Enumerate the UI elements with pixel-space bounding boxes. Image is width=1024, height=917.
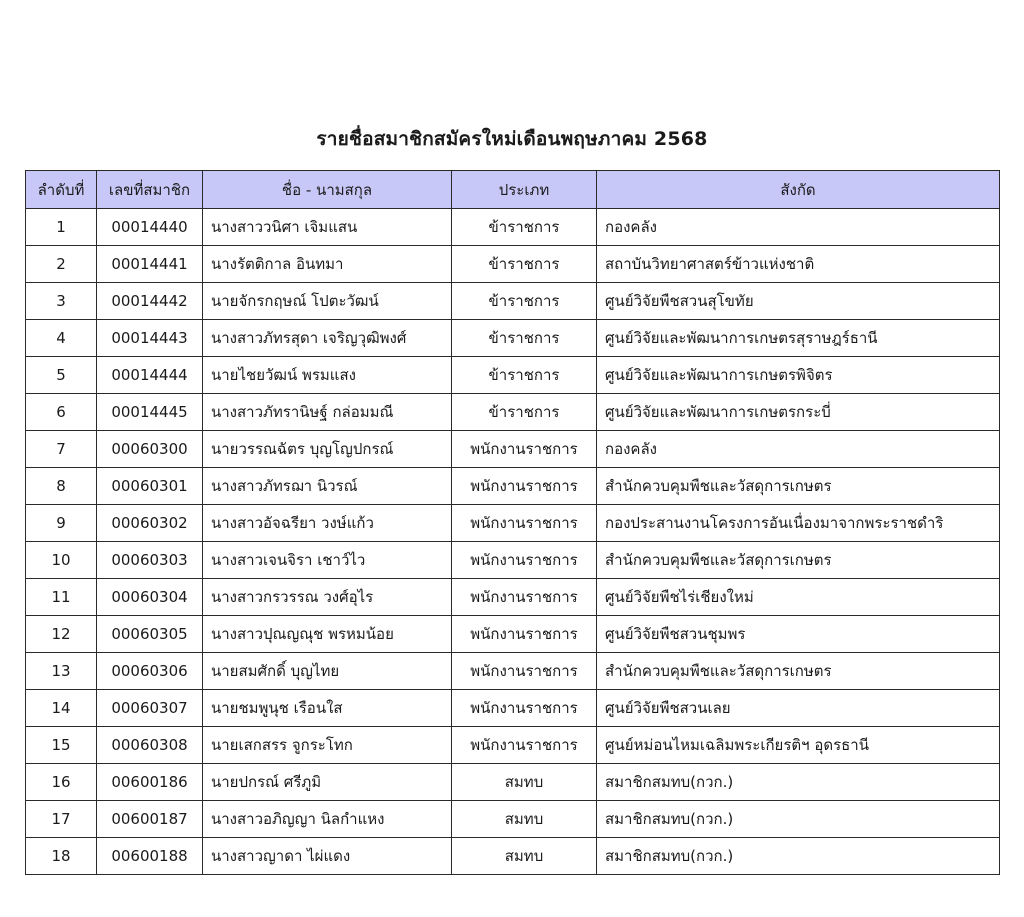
row-number-cell: 5	[26, 357, 97, 394]
member-type-cell: สมทบ	[452, 801, 597, 838]
member-type-cell: ข้าราชการ	[452, 357, 597, 394]
row-number-cell: 13	[26, 653, 97, 690]
row-number-cell: 14	[26, 690, 97, 727]
member-type-cell: ข้าราชการ	[452, 320, 597, 357]
member-affiliation-cell: ศูนย์วิจัยและพัฒนาการเกษตรกระบี่	[597, 394, 1000, 431]
row-number-cell: 9	[26, 505, 97, 542]
page-title: รายชื่อสมาชิกสมัครใหม่เดือนพฤษภาคม 2568	[316, 128, 708, 150]
member-id-cell: 00014443	[97, 320, 203, 357]
table-row	[26, 801, 1000, 838]
member-type-cell: สมทบ	[452, 764, 597, 801]
member-id-cell: 00014442	[97, 283, 203, 320]
member-name-cell: นายจักรกฤษณ์ โปตะวัฒน์	[203, 283, 452, 320]
table-row	[26, 653, 1000, 690]
table-row	[26, 579, 1000, 616]
member-affiliation-cell: สำนักควบคุมพืชและวัสดุการเกษตร	[597, 653, 1000, 690]
member-id-cell: 00600186	[97, 764, 203, 801]
member-affiliation-cell: สำนักควบคุมพืชและวัสดุการเกษตร	[597, 542, 1000, 579]
table-row	[26, 727, 1000, 764]
member-affiliation-cell: สมาชิกสมทบ(กวก.)	[597, 838, 1000, 875]
table-row	[26, 468, 1000, 505]
member-name-cell: นางสาวภัทรานิษฐ์ กล่อมมณี	[203, 394, 452, 431]
column-header-name: ชื่อ - นามสกุล	[203, 171, 452, 209]
member-name-cell: นางสาวภัทรสุดา เจริญวุฒิพงศ์	[203, 320, 452, 357]
member-id-cell: 00014445	[97, 394, 203, 431]
member-type-cell: พนักงานราชการ	[452, 653, 597, 690]
row-number-cell: 6	[26, 394, 97, 431]
member-name-cell: นายไชยวัฒน์ พรมแสง	[203, 357, 452, 394]
member-name-cell: นางรัตติกาล อินทมา	[203, 246, 452, 283]
member-affiliation-cell: สถาบันวิทยาศาสตร์ข้าวแห่งชาติ	[597, 246, 1000, 283]
table-body	[26, 209, 1000, 875]
member-affiliation-cell: ศูนย์วิจัยและพัฒนาการเกษตรสุราษฎร์ธานี	[597, 320, 1000, 357]
member-name-cell: นางสาวอภิญญา นิลกำแหง	[203, 801, 452, 838]
member-type-cell: พนักงานราชการ	[452, 727, 597, 764]
member-affiliation-cell: ศูนย์วิจัยพืชไร่เชียงใหม่	[597, 579, 1000, 616]
member-id-cell: 00060303	[97, 542, 203, 579]
row-number-cell: 17	[26, 801, 97, 838]
row-number-cell: 10	[26, 542, 97, 579]
row-number-cell: 11	[26, 579, 97, 616]
member-id-cell: 00600187	[97, 801, 203, 838]
member-name-cell: นางสาวปุณญณุช พรหมน้อย	[203, 616, 452, 653]
member-name-cell: นางสาววนิศา เจิมแสน	[203, 209, 452, 246]
member-name-cell: นายชมพูนุช เรือนใส	[203, 690, 452, 727]
member-affiliation-cell: สมาชิกสมทบ(กวก.)	[597, 801, 1000, 838]
table-row	[26, 690, 1000, 727]
column-header-member-id: เลขที่สมาชิก	[97, 171, 203, 209]
row-number-cell: 12	[26, 616, 97, 653]
member-affiliation-cell: ศูนย์วิจัยและพัฒนาการเกษตรพิจิตร	[597, 357, 1000, 394]
table-header-row	[26, 171, 1000, 209]
table-row	[26, 838, 1000, 875]
member-id-cell: 00060305	[97, 616, 203, 653]
member-id-cell: 00014444	[97, 357, 203, 394]
member-type-cell: พนักงานราชการ	[452, 690, 597, 727]
table-row	[26, 246, 1000, 283]
members-table	[25, 170, 1000, 875]
table-row	[26, 394, 1000, 431]
row-number-cell: 3	[26, 283, 97, 320]
member-type-cell: ข้าราชการ	[452, 246, 597, 283]
member-type-cell: พนักงานราชการ	[452, 579, 597, 616]
member-affiliation-cell: ศูนย์วิจัยพืชสวนเลย	[597, 690, 1000, 727]
member-name-cell: นางสาวกรวรรณ วงศ์อุไร	[203, 579, 452, 616]
member-name-cell: นายเสกสรร จูกระโทก	[203, 727, 452, 764]
member-affiliation-cell: ศูนย์วิจัยพืชสวนชุมพร	[597, 616, 1000, 653]
member-id-cell: 00014441	[97, 246, 203, 283]
column-header-no: ลำดับที่	[26, 171, 97, 209]
column-header-type: ประเภท	[452, 171, 597, 209]
member-type-cell: ข้าราชการ	[452, 209, 597, 246]
member-type-cell: พนักงานราชการ	[452, 431, 597, 468]
member-id-cell: 00060308	[97, 727, 203, 764]
member-affiliation-cell: กองคลัง	[597, 209, 1000, 246]
member-name-cell: นายสมศักดิ์ บุญไทย	[203, 653, 452, 690]
member-name-cell: นายปกรณ์ ศรีภูมิ	[203, 764, 452, 801]
row-number-cell: 18	[26, 838, 97, 875]
member-name-cell: นางสาวเจนจิรา เชาว์ไว	[203, 542, 452, 579]
member-affiliation-cell: สมาชิกสมทบ(กวก.)	[597, 764, 1000, 801]
member-affiliation-cell: ศูนย์หม่อนไหมเฉลิมพระเกียรติฯ อุดรธานี	[597, 727, 1000, 764]
row-number-cell: 7	[26, 431, 97, 468]
column-header-affiliation: สังกัด	[597, 171, 1000, 209]
table-row	[26, 505, 1000, 542]
member-type-cell: พนักงานราชการ	[452, 542, 597, 579]
member-name-cell: นางสาวภัทรฌา นิวรณ์	[203, 468, 452, 505]
row-number-cell: 1	[26, 209, 97, 246]
row-number-cell: 2	[26, 246, 97, 283]
member-id-cell: 00060306	[97, 653, 203, 690]
member-affiliation-cell: ศูนย์วิจัยพืชสวนสุโขทัย	[597, 283, 1000, 320]
member-type-cell: พนักงานราชการ	[452, 468, 597, 505]
member-id-cell: 00600188	[97, 838, 203, 875]
member-affiliation-cell: สำนักควบคุมพืชและวัสดุการเกษตร	[597, 468, 1000, 505]
member-type-cell: สมทบ	[452, 838, 597, 875]
row-number-cell: 16	[26, 764, 97, 801]
member-type-cell: พนักงานราชการ	[452, 505, 597, 542]
member-name-cell: นายวรรณฉัตร บุญโญปกรณ์	[203, 431, 452, 468]
member-type-cell: พนักงานราชการ	[452, 616, 597, 653]
member-affiliation-cell: กองประสานงานโครงการอันเนื่องมาจากพระราชดำริ	[597, 505, 1000, 542]
row-number-cell: 4	[26, 320, 97, 357]
member-id-cell: 00060304	[97, 579, 203, 616]
table-row	[26, 431, 1000, 468]
member-id-cell: 00060301	[97, 468, 203, 505]
row-number-cell: 8	[26, 468, 97, 505]
member-type-cell: ข้าราชการ	[452, 394, 597, 431]
table-row	[26, 542, 1000, 579]
table-row	[26, 616, 1000, 653]
table-row	[26, 764, 1000, 801]
table-row	[26, 209, 1000, 246]
member-affiliation-cell: กองคลัง	[597, 431, 1000, 468]
member-id-cell: 00014440	[97, 209, 203, 246]
member-id-cell: 00060300	[97, 431, 203, 468]
member-id-cell: 00060302	[97, 505, 203, 542]
member-type-cell: ข้าราชการ	[452, 283, 597, 320]
row-number-cell: 15	[26, 727, 97, 764]
table-row	[26, 320, 1000, 357]
member-name-cell: นางสาวญาดา ไผ่แดง	[203, 838, 452, 875]
member-name-cell: นางสาวอัจฉรียา วงษ์แก้ว	[203, 505, 452, 542]
member-id-cell: 00060307	[97, 690, 203, 727]
table-row	[26, 357, 1000, 394]
table-row	[26, 283, 1000, 320]
